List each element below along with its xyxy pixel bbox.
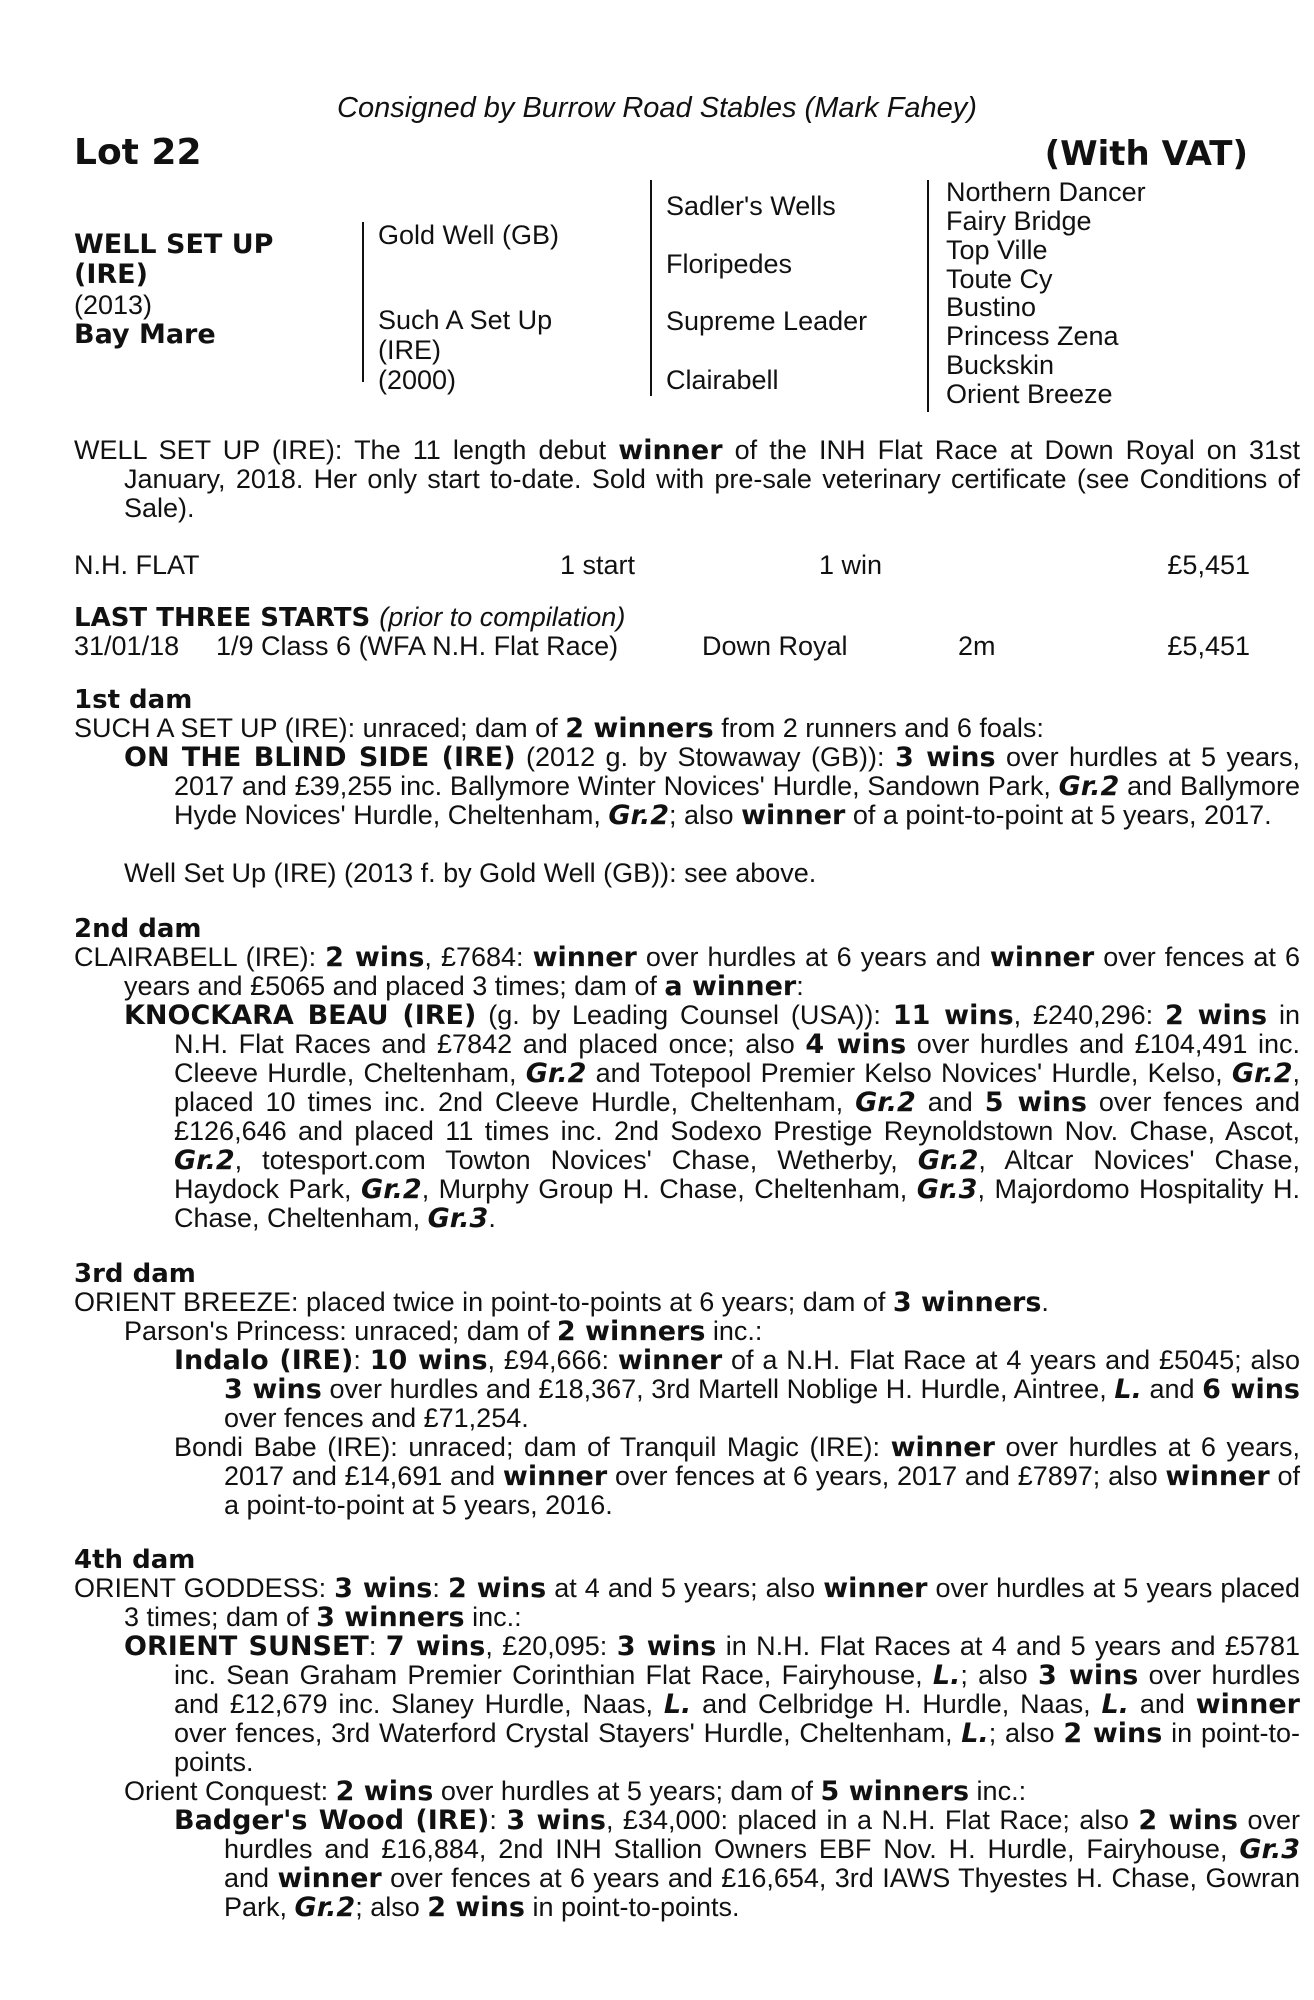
consignor-line: Consigned by Burrow Road Stables (Mark Fahey) [337, 92, 977, 124]
dam2-text: , £7684: [424, 942, 533, 972]
pedigree-gen2-3: Supreme Leader [666, 306, 868, 336]
dam4-text: inc.: [464, 1602, 522, 1632]
progeny-name: Badger's Wood (IRE) [174, 1805, 490, 1836]
pedigree-divider-2 [650, 180, 652, 396]
dam3-text: . [1041, 1287, 1049, 1317]
progeny-wins: 2 wins [1165, 1000, 1268, 1031]
progeny-text: of a N.H. Flat Race at 4 years and £5045; also [722, 1345, 1300, 1375]
progeny-text: , Murphy Group H. Chase, Cheltenham, [421, 1174, 917, 1204]
intro-paragraph [74, 436, 1300, 523]
start-date: 31/01/18 [74, 631, 180, 661]
grade-label: Gr.2 [608, 800, 670, 831]
progeny-winners: 5 winners [820, 1776, 970, 1807]
dam2-text: CLAIRABELL (IRE): [74, 942, 326, 972]
pedigree-gen2-2: Floripedes [666, 249, 793, 279]
progeny-wins: 5 wins [984, 1087, 1087, 1118]
dam4-wins: 3 wins [334, 1573, 433, 1604]
dam2-progeny-1 [124, 1001, 1300, 1233]
dam1-winners: 2 winners [565, 713, 714, 744]
progeny-wins: 3 wins [894, 742, 996, 773]
progeny-text: and Ballymore Hyde Novices' Hurdle, Cheltenham, [174, 771, 1300, 830]
progeny-text: , totesport.com Towton Novices' Chase, Wetherby, [234, 1145, 918, 1175]
dam3-winners: 3 winners [892, 1287, 1042, 1318]
progeny-text: and Celbridge H. Hurdle, Naas, [691, 1689, 1102, 1719]
progeny-text: of a point-to-point at 5 years, 2017. [845, 800, 1272, 830]
dam1-heading: 1st dam [74, 685, 193, 715]
pedigree-sire: Gold Well (GB) [378, 220, 560, 250]
vat-note: (With VAT) [1044, 134, 1248, 174]
dam3-heading: 3rd dam [74, 1259, 196, 1289]
progeny-wins: 3 wins [506, 1805, 606, 1836]
start-prize: £5,451 [1167, 631, 1250, 661]
pedigree-dam-country: (IRE) [378, 335, 441, 365]
pedigree-gen3-6: Princess Zena [946, 321, 1119, 351]
progeny-name: ON THE BLIND SIDE (IRE) [124, 742, 516, 773]
progeny-wins: 11 wins [892, 1000, 1014, 1031]
pedigree-divider-3 [927, 180, 929, 412]
progeny-text: and [915, 1087, 985, 1117]
dam2-text: over hurdles at 6 years and [636, 942, 990, 972]
grade-label: Gr.2 [361, 1174, 422, 1205]
progeny-text: inc.: [969, 1776, 1027, 1806]
pedigree-gen3-7: Buckskin [946, 350, 1055, 380]
progeny-wins: 3 wins [616, 1631, 717, 1662]
progeny-text: over fences and £126,646 and placed 11 times inc. 2nd Sodexo Prestige Reynoldstown Nov. Chase, Ascot, [174, 1087, 1300, 1146]
progeny-text: over hurdles at 5 years; dam of [433, 1776, 821, 1806]
progeny-wins: 6 wins [1202, 1374, 1300, 1405]
progeny-text: , £20,095: [485, 1631, 617, 1661]
start-course: Down Royal [702, 631, 848, 661]
horse-sex: Bay Mare [74, 319, 216, 350]
progeny-text: : [368, 1631, 386, 1661]
progeny-wins: 10 wins [369, 1345, 488, 1376]
dam4-progeny-1 [124, 1632, 1300, 1777]
pedigree-gen2-4: Clairabell [666, 365, 779, 395]
horse-identity [74, 230, 273, 350]
progeny-text: ; also [960, 1660, 1038, 1690]
dam4-grandprogeny-1 [174, 1806, 1300, 1922]
progeny-text: : [353, 1345, 370, 1375]
listed-label: L. [1101, 1689, 1129, 1720]
progeny-text: in N.H. Flat Races at 4 and 5 years and £5781 inc. Sean Graham Premier Corinthian Flat Race, Fairyhouse, [174, 1631, 1300, 1690]
dam2-heading: 2nd dam [74, 914, 202, 944]
progeny-text: over fences at 6 years and £16,654, 3rd IAWS Thyestes H. Chase, Gowran Park, [224, 1863, 1300, 1922]
progeny-wins: 2 wins [427, 1892, 525, 1923]
dam2-wins: 2 wins [325, 942, 425, 973]
grade-label: Gr.2 [1058, 771, 1120, 802]
pedigree-dam [378, 305, 552, 395]
horse-country: (IRE) [74, 259, 148, 290]
race-record-row [74, 550, 1250, 582]
pedigree-gen3-2: Fairy Bridge [946, 206, 1092, 236]
dam4-text: over hurdles at 5 years placed 3 times; dam of [124, 1573, 1300, 1632]
start-distance: 2m [958, 631, 996, 661]
dam3-text: ORIENT BREEZE: placed twice in point-to-points at 6 years; dam of [74, 1287, 893, 1317]
listed-label: L. [961, 1718, 989, 1749]
progeny-text: . [488, 1203, 496, 1233]
pedigree-gen3-4: Toute Cy [946, 264, 1053, 294]
progeny-name: Indalo (IRE) [174, 1345, 354, 1376]
progeny-text: ; also [355, 1892, 428, 1922]
progeny-text: ; also [669, 800, 742, 830]
last-starts-heading [74, 602, 625, 633]
pedigree-gen3-3: Top Ville [946, 235, 1048, 265]
progeny-text: Bondi Babe (IRE): unraced; dam of Tranquil Magic (IRE): [174, 1432, 891, 1462]
dam4-progeny-2 [124, 1777, 1250, 1806]
dam4-wins: 2 wins [447, 1573, 547, 1604]
intro-text-2: of the INH Flat Race at Down Royal on 31st January, 2018. Her only start to-date. Sold with pre-sale veterinary certificate (see Conditions of Sale). [124, 435, 1301, 523]
start-race: 1/9 Class 6 (WFA N.H. Flat Race) [216, 631, 619, 661]
progeny-text: over hurdles at 5 years, 2017 and £39,255 inc. Ballymore Winter Novices' Hurdle, Sandown Park, [174, 742, 1300, 801]
lot-number: Lot 22 [74, 132, 202, 173]
progeny-text: and [224, 1863, 278, 1893]
progeny-text: over fences at 6 years, 2017 and £7897; also [607, 1461, 1166, 1491]
progeny-wins: 2 wins [335, 1776, 434, 1807]
progeny-text: , placed 10 times inc. 2nd Cleeve Hurdle, Cheltenham, [174, 1058, 1300, 1117]
progeny-name: ORIENT SUNSET [124, 1631, 369, 1662]
progeny-text: in point-to-points. [524, 1892, 740, 1922]
grade-label: Gr.2 [174, 1145, 235, 1176]
record-wins: 1 win [819, 550, 883, 580]
last-start-row [74, 631, 1250, 663]
progeny-text: of a point-to-point at 5 years, 2016. [224, 1461, 1300, 1520]
progeny-text: (g. by Leading Counsel (USA)): [476, 1000, 893, 1030]
last-starts-title: LAST THREE STARTS [74, 603, 371, 633]
dam3-progeny-2 [174, 1433, 1300, 1520]
dam3-grandprogeny-1 [174, 1346, 1300, 1433]
progeny-text: (2012 g. by Stowaway (GB)): [515, 742, 895, 772]
progeny-text: over hurdles and £18,367, 3rd Martell Noblige H. Hurdle, Aintree, [321, 1374, 1115, 1404]
grade-label: Gr.3 [427, 1203, 489, 1234]
progeny-text: and Totepool Premier Kelso Novices' Hurdle, Kelso, [586, 1058, 1232, 1088]
pedigree-divider-1 [362, 222, 364, 382]
pedigree-gen3-5: Bustino [946, 292, 1037, 322]
progeny-text: ; also [988, 1718, 1064, 1748]
grade-label: Gr.2 [855, 1087, 916, 1118]
progeny-winner: winner [617, 1345, 723, 1376]
progeny-text: , Altcar Novices' Chase, Haydock Park, [174, 1145, 1300, 1204]
intro-text-1: WELL SET UP (IRE): The 11 length debut [74, 435, 619, 465]
progeny-wins: 4 wins [805, 1029, 907, 1060]
dam2-winner: winner [532, 942, 637, 973]
grade-label: Gr.2 [525, 1058, 587, 1089]
progeny-wins: 3 wins [224, 1374, 322, 1405]
progeny-wins: 3 wins [1037, 1660, 1139, 1691]
progeny-text: in point-to-points. [174, 1718, 1300, 1777]
horse-name: WELL SET UP [74, 229, 274, 260]
progeny-text: , £94,666: [487, 1345, 618, 1375]
progeny-text: , Majordomo Hospitality H. Chase, Cheltenham, [174, 1174, 1301, 1233]
listed-label: L. [1114, 1374, 1142, 1405]
progeny-text: over hurdles at 6 years, 2017 and £14,691 and [224, 1432, 1300, 1491]
progeny-text: , £240,296: [1013, 1000, 1166, 1030]
progeny-winner: winner [890, 1432, 995, 1463]
dam4-heading: 4th dam [74, 1545, 196, 1575]
dam1-progeny-1 [124, 743, 1300, 830]
pedigree-gen2-1: Sadler's Wells [666, 191, 836, 221]
grade-label: Gr.3 [1239, 1834, 1300, 1865]
dam2-a-winner: a winner [664, 971, 797, 1002]
progeny-text: Parson's Princess: unraced; dam of [124, 1316, 557, 1346]
progeny-winner: winner [1195, 1689, 1300, 1720]
dam2-text: : [796, 971, 804, 1001]
record-earnings: £5,451 [1167, 550, 1250, 580]
dam4-text: at 4 and 5 years; also [546, 1573, 824, 1603]
progeny-winner: winner [1165, 1461, 1270, 1492]
intro-winner: winner [618, 435, 723, 466]
progeny-text: over fences and £71,254. [224, 1403, 529, 1433]
dam4-winner: winner [823, 1573, 928, 1604]
dam2-summary [74, 943, 1300, 1001]
last-starts-note: (prior to compilation) [379, 602, 626, 632]
progeny-winners: 2 winners [556, 1316, 706, 1347]
progeny-text: and [1141, 1374, 1203, 1404]
record-type: N.H. FLAT [74, 550, 200, 580]
progeny-winner: winner [277, 1863, 382, 1894]
progeny-text: and [1128, 1689, 1196, 1719]
dam1-text-2: from 2 runners and 6 foals: [713, 713, 1044, 743]
horse-year: (2013) [74, 290, 153, 320]
dam3-summary [74, 1288, 1250, 1317]
dam4-text: ORIENT GODDESS: [74, 1573, 335, 1603]
grade-label: Gr.2 [294, 1892, 356, 1923]
dam4-winners: 3 winners [316, 1602, 465, 1633]
progeny-name: KNOCKARA BEAU (IRE) [124, 1000, 477, 1031]
progeny-wins: 2 wins [1063, 1718, 1163, 1749]
progeny-text: in N.H. Flat Races and £7842 and placed once; also [174, 1000, 1300, 1059]
dam4-summary [74, 1574, 1300, 1632]
grade-label: Gr.2 [1231, 1058, 1293, 1089]
progeny-text: , £34,000: placed in a N.H. Flat Race; also [605, 1805, 1139, 1835]
progeny-wins: 7 wins [385, 1631, 486, 1662]
progeny-winner: winner [502, 1461, 608, 1492]
pedigree-gen3-1: Northern Dancer [946, 177, 1146, 207]
dam4-text: : [432, 1573, 448, 1603]
record-starts: 1 start [560, 550, 636, 580]
progeny-text: over hurdles and £16,884, 2nd INH Stallion Owners EBF Nov. H. Hurdle, Fairyhouse, [224, 1805, 1300, 1864]
dam1-text-1: SUCH A SET UP (IRE): unraced; dam of [74, 713, 566, 743]
progeny-text: over hurdles and £12,679 inc. Slaney Hurdle, Naas, [174, 1660, 1300, 1719]
progeny-winner: winner [741, 800, 846, 831]
progeny-text: : [489, 1805, 507, 1835]
progeny-text: over hurdles and £104,491 inc. Cleeve Hurdle, Cheltenham, [174, 1029, 1301, 1088]
grade-label: Gr.3 [916, 1174, 978, 1205]
dam3-progeny-1 [124, 1317, 1250, 1346]
dam2-winner: winner [989, 942, 1095, 973]
progeny-text: inc.: [705, 1316, 763, 1346]
listed-label: L. [932, 1660, 961, 1691]
grade-label: Gr.2 [917, 1145, 979, 1176]
listed-label: L. [663, 1689, 692, 1720]
dam1-summary [74, 714, 1250, 743]
progeny-text: Orient Conquest: [124, 1776, 336, 1806]
dam1-progeny-2: Well Set Up (IRE) (2013 f. by Gold Well (GB)): see above. [124, 858, 817, 888]
dam2-text: over fences at 6 years and £5065 and placed 3 times; dam of [124, 942, 1300, 1001]
pedigree-dam-year: (2000) [378, 365, 457, 395]
progeny-text: over fences, 3rd Waterford Crystal Stayers' Hurdle, Cheltenham, [174, 1718, 962, 1748]
progeny-wins: 2 wins [1138, 1805, 1238, 1836]
pedigree-dam-name: Such A Set Up [378, 305, 553, 335]
pedigree-gen3-8: Orient Breeze [946, 379, 1113, 409]
